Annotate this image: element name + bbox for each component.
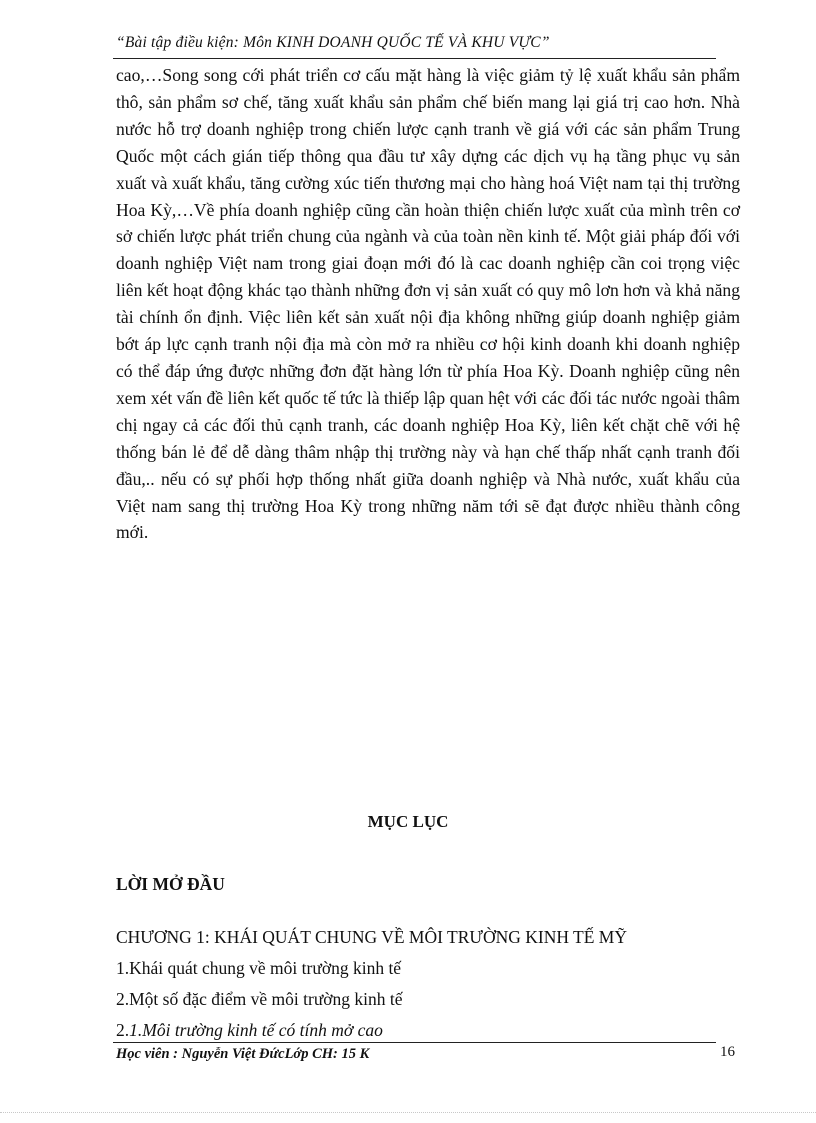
page-number: 16 — [720, 1044, 735, 1060]
body-paragraph: cao,…Song song cới phát triển cơ cấu mặt hàng là việc giảm tỷ lệ xuất khẩu sản phẩm thô, sản phẩm sơ chế, tăng xuất khẩu sản phẩm chế biến mang lại giá trị cao hơn. Nhà nước hỗ trợ doanh nghiệp trong chiến lược cạnh tranh về giá với các sản phẩm Trung Quốc một cách gián tiếp thông qua đầu tư xây dựng các dịch vụ hạ tầng phục vụ sản xuất và xuất khẩu, tăng cường xúc tiến thương mại cho hàng hoá Việt nam tại thị trường Hoa Kỳ,…Về phía doanh nghiệp cũng cần hoàn thiện chiến lược xuất của mình trên cơ sở chiến lược phát triển chung của ngành và của toàn nền kinh tế. Một giải pháp đối với doanh nghiệp Việt nam trong giai đoạn mới đó là cac doanh nghiệp cần coi trọng việc liên kết hoạt động khác tạo thành những đơn vị sản xuất có quy mô lơn hơn và khả năng tài chính ổn định. Việc liên kết sản xuất nội địa không những giúp doanh nghiệp giảm bớt áp lực cạnh tranh nội địa mà còn mở ra nhiều cơ hội kinh doanh khi doanh nghiệp có thể đáp ứng được những đơn đặt hàng lớn từ phía Hoa Kỳ. Doanh nghiệp cũng nên xem xét vấn đề liên kết quốc tế tức là thiếp lập quan hệt với các đối tác nước ngoài thâm chị ngay cả các đối thủ cạnh tranh, các doanh nghiệp Hoa Kỳ, liên kết chặt chẽ với hệ thống bán lẻ để dễ dàng thâm nhập thị trường này và hạn chế thấp nhất cạnh tranh đối đầu,.. nếu có sự phối hợp thống nhất giữa doanh nghiệp và Nhà nước, xuất khẩu của Việt nam sang thị trường Hoa Kỳ trong những năm tới sẽ đạt được nhiều thành công mới. — [116, 65, 740, 543]
header-divider — [113, 58, 716, 59]
toc-item-2-1-text: 1.Môi trường kinh tế có tính mở cao — [129, 1020, 383, 1040]
toc-item-1: 1.Khái quát chung về môi trường kinh tế — [116, 958, 402, 978]
toc-item-2: 2.Một số đặc điểm về môi trường kinh tế — [116, 989, 403, 1009]
toc-title: MỤC LỤC — [367, 812, 449, 831]
page-bottom-border — [0, 1112, 816, 1113]
page-header-title: “Bài tập điều kiện: Môn KINH DOANH QUỐC TẾ VÀ KHU VỰC” — [116, 34, 550, 51]
toc-item-2-1 — [116, 1020, 383, 1041]
toc-intro: LỜI MỞ ĐẦU — [116, 874, 225, 894]
footer-divider — [113, 1042, 716, 1043]
toc-item-2-1-prefix: 2. — [116, 1020, 130, 1040]
footer-student-info: Học viên : Nguyễn Việt ĐứcLớp CH: 15 K — [116, 1046, 370, 1062]
toc-chapter-1: CHƯƠNG 1: KHÁI QUÁT CHUNG VỀ MÔI TRƯỜNG KINH TẾ MỸ — [116, 927, 627, 947]
